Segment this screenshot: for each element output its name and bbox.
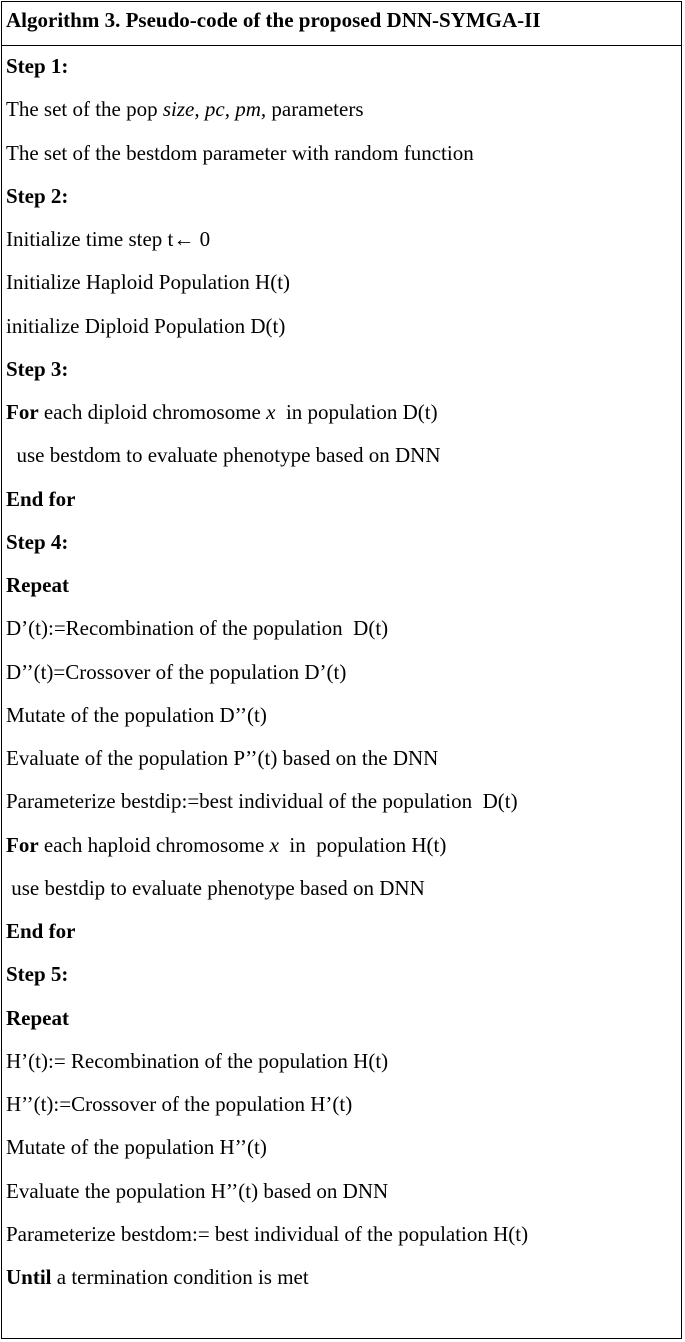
line-text: in population H(t) (278, 832, 447, 857)
algorithm-title: Algorithm 3. Pseudo-code of the proposed DNN-SYMGA-II (6, 8, 541, 32)
pseudo-code-line (6, 269, 290, 295)
line-text: Evaluate of the population P’’(t) based on the DNN (6, 746, 439, 770)
keyword: For (6, 832, 39, 857)
line-text: Initialize time step t← 0 (6, 227, 211, 251)
line-text: use bestdip to evaluate phenotype based on DNN (6, 875, 425, 900)
keyword: Step 3: (6, 356, 69, 381)
italic-term: x (266, 400, 276, 424)
pseudo-code-line (6, 356, 68, 382)
algorithm-box (1, 1, 682, 1339)
line-text: each haploid chromosome (38, 832, 270, 857)
pseudo-code-line (6, 96, 364, 122)
pseudo-code-line (6, 832, 446, 858)
pseudo-code-line (6, 1221, 528, 1247)
pseudo-code-line (6, 140, 474, 166)
pseudo-code-line (6, 1264, 309, 1290)
italic-term: size, pc, pm, (162, 97, 267, 122)
pseudo-code-line (6, 1005, 69, 1031)
pseudo-code-line (6, 442, 440, 468)
keyword: End for (6, 486, 76, 511)
keyword: Until (6, 1265, 52, 1289)
line-text: parameters (266, 97, 364, 122)
line-text: Parameterize bestdom:= best individual of the population H(t) (6, 1221, 529, 1246)
line-text: initialize Diploid Population D(t) (6, 313, 286, 338)
line-text: use bestdom to evaluate phenotype based on DNN (6, 443, 441, 468)
pseudo-code-line (6, 226, 210, 252)
line-text: D’’(t)=Crossover of the population D’(t) (6, 659, 347, 684)
keyword: Step 1: (6, 54, 69, 78)
line-text: each diploid chromosome (38, 400, 267, 424)
line-text: Mutate of the population H’’(t) (6, 1135, 267, 1160)
pseudo-code-line (6, 918, 75, 944)
keyword: Step 2: (6, 183, 69, 208)
pseudo-code-line (6, 486, 75, 512)
line-text: D’(t):=Recombination of the population D(t) (6, 616, 389, 641)
pseudo-code-line (6, 1091, 352, 1117)
keyword: End for (6, 919, 76, 943)
pseudo-code-line (6, 1048, 388, 1074)
pseudo-code-line (6, 183, 68, 209)
line-text: Evaluate the population H’’(t) based on DNN (6, 1178, 389, 1203)
line-text: in population D(t) (275, 400, 438, 424)
pseudo-code-line (6, 875, 425, 901)
line-text: Mutate of the population D’’(t) (6, 702, 267, 727)
pseudo-code-line (6, 961, 68, 987)
pseudo-code-line (6, 615, 388, 641)
title-row (2, 2, 681, 46)
keyword: Step 4: (6, 529, 69, 554)
line-text: Initialize Haploid Population H(t) (6, 270, 291, 295)
pseudo-code-line (6, 702, 267, 728)
keyword: Repeat (6, 573, 69, 597)
keyword: For (6, 400, 39, 424)
line-text: H’(t):= Recombination of the population H(t) (6, 1048, 389, 1073)
pseudo-code-line (6, 659, 346, 685)
line-text: a termination condition is met (51, 1265, 309, 1289)
pseudo-code-line (6, 53, 68, 79)
line-text: The set of the pop (6, 97, 163, 122)
keyword: Repeat (6, 1005, 69, 1030)
pseudo-code-line (6, 572, 69, 598)
line-text: The set of the bestdom parameter with random function (6, 140, 474, 165)
pseudo-code-line (6, 313, 285, 339)
pseudo-code-line (6, 529, 68, 555)
line-text: H’’(t):=Crossover of the population H’(t) (6, 1092, 353, 1116)
italic-term: x (269, 832, 279, 857)
pseudo-code-line (6, 399, 438, 425)
pseudo-code-line (6, 745, 438, 771)
pseudo-code-line (6, 1178, 388, 1204)
line-text: Parameterize bestdip:=best individual of the population D(t) (6, 789, 518, 814)
pseudo-code-line (6, 788, 518, 814)
keyword: Step 5: (6, 962, 69, 987)
pseudo-code-line (6, 1134, 267, 1160)
